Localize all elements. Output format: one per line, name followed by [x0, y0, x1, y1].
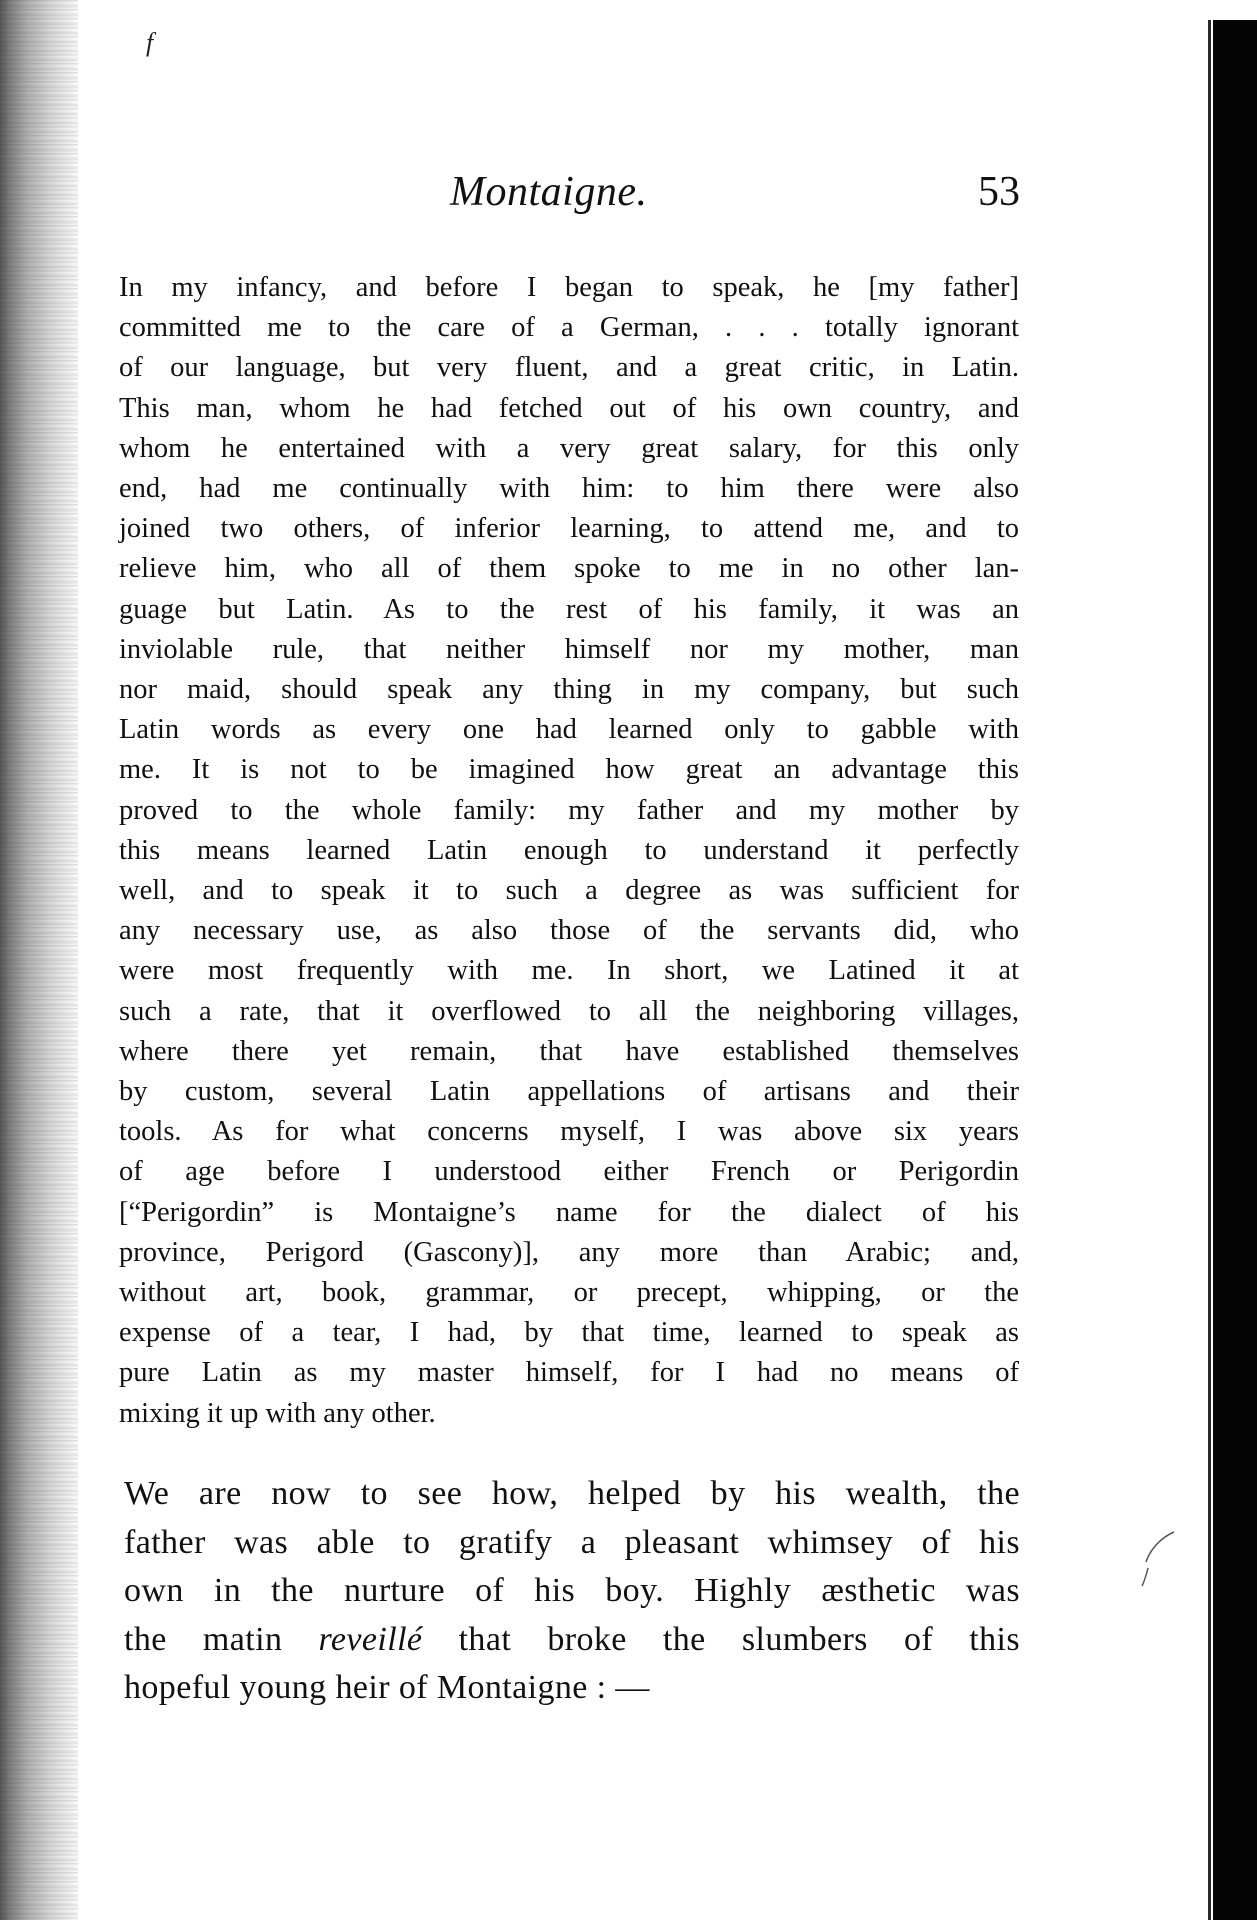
body-paragraph [124, 1470, 1020, 1713]
body-line: own in the nurture of his boy. Highly æsthetic was [124, 1572, 1020, 1609]
quote-line: committed me to the care of a German, . . . totally ignorant [119, 312, 1019, 344]
quote-line: whom he entertained with a very great salary, for this only [119, 432, 1019, 464]
body-text-run: that broke the slumbers of this [422, 1620, 1021, 1658]
stray-pencil-mark [1138, 1528, 1178, 1588]
quote-line: nor maid, should speak any thing in my company, but such [119, 674, 1019, 706]
quote-line: In my infancy, and before I began to speak, he [my father] [119, 272, 1019, 303]
page-edge-shadow [1213, 20, 1257, 1920]
quote-line: of age before I understood either French or Perigordin [119, 1156, 1019, 1188]
quote-line: inviolable rule, that neither himself nor my mother, man [119, 633, 1019, 665]
quote-line: relieve him, who all of them spoke to me in no other lan- [119, 553, 1019, 585]
page-edge-line [1208, 20, 1211, 1920]
body-line: hopeful young heir of Montaigne : — [124, 1669, 650, 1706]
italic-term: reveillé [318, 1620, 423, 1658]
quote-line: any necessary use, as also those of the servants did, who [119, 915, 1019, 947]
body-text-run: the matin [124, 1620, 319, 1658]
quote-line: where there yet remain, that have established themselves [119, 1035, 1019, 1067]
quote-line: pure Latin as my master himself, for I had no means of [119, 1357, 1019, 1389]
quote-line: such a rate, that it overflowed to all the neighboring villages, [119, 995, 1019, 1027]
quote-line: by custom, several Latin appellations of artisans and their [119, 1076, 1019, 1108]
body-line: We are now to see how, helped by his wealth, the [124, 1475, 1020, 1512]
quote-line: [“Perigordin” is Montaigne’s name for the dialect of his [119, 1196, 1019, 1228]
quote-line: of our language, but very fluent, and a great critic, in Latin. [119, 352, 1019, 384]
quote-line: this means learned Latin enough to understand it perfectly [119, 834, 1019, 866]
quote-line: This man, whom he had fetched out of his own country, and [119, 392, 1019, 424]
quote-line: well, and to speak it to such a degree as was sufficient for [119, 875, 1019, 907]
quote-line: end, had me continually with him: to him there were also [119, 473, 1019, 505]
body-line [124, 1616, 1020, 1665]
block-quote [119, 268, 1019, 1434]
quote-line: tools. As for what concerns myself, I was above six years [119, 1116, 1019, 1148]
quote-line: me. It is not to be imagined how great an advantage this [119, 754, 1019, 786]
quote-line: guage but Latin. As to the rest of his family, it was an [119, 593, 1019, 625]
running-head: Montaigne. [450, 169, 648, 215]
quote-line: joined two others, of inferior learning, to attend me, and to [119, 513, 1019, 545]
page-number: 53 [978, 169, 1020, 215]
body-line: father was able to gratify a pleasant whimsey of his [124, 1523, 1020, 1561]
quote-line: province, Perigord (Gascony)], any more than Arabic; and, [119, 1236, 1019, 1268]
quote-line: without art, book, grammar, or precept, whipping, or the [119, 1277, 1019, 1309]
stray-ink-mark: f [146, 28, 154, 57]
gutter-shadow [0, 0, 78, 1920]
quote-line: were most frequently with me. In short, we Latined it at [119, 955, 1019, 987]
quote-line: Latin words as every one had learned only to gabble with [119, 714, 1019, 746]
page-header [120, 168, 1020, 228]
quote-line: expense of a tear, I had, by that time, learned to speak as [119, 1317, 1019, 1349]
quote-line: proved to the whole family: my father and my mother by [119, 794, 1019, 826]
quote-line: mixing it up with any other. [119, 1397, 436, 1429]
